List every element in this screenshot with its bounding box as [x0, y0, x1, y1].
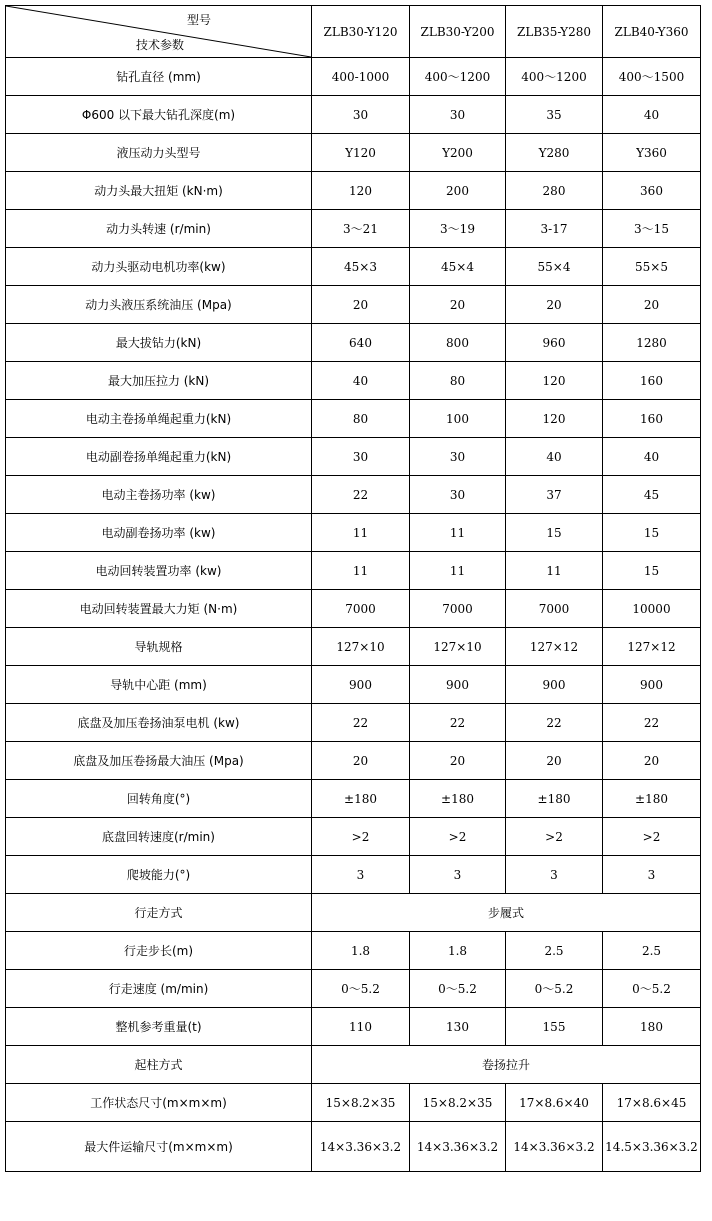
value-cell: 127×10 — [410, 628, 506, 666]
header-model-label: 型号 — [186, 13, 211, 27]
value-cell: 30 — [410, 476, 506, 514]
header-params-label: 技术参数 — [136, 38, 185, 52]
table-row — [6, 1122, 701, 1172]
value-cell: 155 — [506, 1008, 603, 1046]
value-cell: 40 — [603, 438, 701, 476]
param-label-cell: 动力头转速 (r/min) — [6, 210, 312, 248]
value-cell: 120 — [312, 172, 410, 210]
value-cell: 11 — [506, 552, 603, 590]
value-cell: 3～21 — [312, 210, 410, 248]
value-cell: 80 — [410, 362, 506, 400]
table-row — [6, 818, 701, 856]
value-cell: 3 — [603, 856, 701, 894]
value-cell: 3～15 — [603, 210, 701, 248]
value-cell: 20 — [506, 742, 603, 780]
value-cell: 11 — [410, 552, 506, 590]
table-row — [6, 514, 701, 552]
value-cell: 3 — [410, 856, 506, 894]
value-cell: 100 — [410, 400, 506, 438]
value-cell: 55×5 — [603, 248, 701, 286]
table-row — [6, 400, 701, 438]
value-cell: 80 — [312, 400, 410, 438]
table-row — [6, 552, 701, 590]
param-label-cell: 动力头最大扭矩 (kN·m) — [6, 172, 312, 210]
value-cell: 45 — [603, 476, 701, 514]
value-cell: 2.5 — [506, 932, 603, 970]
value-cell: 7000 — [312, 590, 410, 628]
table-row — [6, 970, 701, 1008]
value-cell: 30 — [312, 96, 410, 134]
value-cell: 15 — [603, 514, 701, 552]
value-cell: 40 — [506, 438, 603, 476]
value-cell: Y120 — [312, 134, 410, 172]
value-cell: 20 — [410, 742, 506, 780]
spec-table-body — [6, 6, 701, 1172]
value-cell: 14×3.36×3.2 — [506, 1122, 603, 1172]
value-cell: >2 — [312, 818, 410, 856]
value-cell: 20 — [603, 742, 701, 780]
value-cell: 7000 — [410, 590, 506, 628]
value-cell: 55×4 — [506, 248, 603, 286]
value-cell: 400～1200 — [410, 58, 506, 96]
table-row — [6, 134, 701, 172]
value-cell: 120 — [506, 362, 603, 400]
value-cell: 180 — [603, 1008, 701, 1046]
value-cell: 35 — [506, 96, 603, 134]
value-cell: 1.8 — [410, 932, 506, 970]
value-cell: 14×3.36×3.2 — [410, 1122, 506, 1172]
table-row — [6, 362, 701, 400]
param-label-cell: 最大拔钻力(kN) — [6, 324, 312, 362]
value-cell: 3～19 — [410, 210, 506, 248]
table-row — [6, 590, 701, 628]
param-label-cell: 底盘及加压卷扬最大油压 (Mpa) — [6, 742, 312, 780]
value-cell: 20 — [410, 286, 506, 324]
value-cell: 30 — [410, 438, 506, 476]
value-cell: Y360 — [603, 134, 701, 172]
table-row — [6, 1084, 701, 1122]
value-cell: >2 — [506, 818, 603, 856]
param-label-cell: 电动副卷扬单绳起重力(kN) — [6, 438, 312, 476]
spec-table — [5, 5, 701, 1172]
table-row — [6, 780, 701, 818]
param-label-cell: 最大件运输尺寸(m×m×m) — [6, 1122, 312, 1172]
param-label-cell: 导轨中心距 (mm) — [6, 666, 312, 704]
value-cell: 45×4 — [410, 248, 506, 286]
table-row — [6, 324, 701, 362]
value-cell: 14.5×3.36×3.2 — [603, 1122, 701, 1172]
value-cell: 3 — [312, 856, 410, 894]
param-label-cell: 工作状态尺寸(m×m×m) — [6, 1084, 312, 1122]
value-cell: 800 — [410, 324, 506, 362]
param-label-cell: 导轨规格 — [6, 628, 312, 666]
value-cell: 15 — [506, 514, 603, 552]
value-cell: 22 — [312, 704, 410, 742]
value-cell: 400-1000 — [312, 58, 410, 96]
param-label-cell: 底盘及加压卷扬油泵电机 (kw) — [6, 704, 312, 742]
table-row — [6, 1008, 701, 1046]
value-cell: 45×3 — [312, 248, 410, 286]
param-label-cell: 动力头驱动电机功率(kw) — [6, 248, 312, 286]
value-cell: 127×12 — [603, 628, 701, 666]
value-cell: 0～5.2 — [506, 970, 603, 1008]
value-cell: 10000 — [603, 590, 701, 628]
value-cell: 120 — [506, 400, 603, 438]
value-cell: 22 — [603, 704, 701, 742]
model-header-cell: ZLB30-Y200 — [410, 6, 506, 58]
value-cell: 15×8.2×35 — [410, 1084, 506, 1122]
param-label-cell: 动力头液压系统油压 (Mpa) — [6, 286, 312, 324]
table-row — [6, 286, 701, 324]
param-label-cell: 底盘回转速度(r/min) — [6, 818, 312, 856]
merged-value-cell: 步履式 — [312, 894, 701, 932]
param-label-cell: 行走速度 (m/min) — [6, 970, 312, 1008]
table-row — [6, 210, 701, 248]
value-cell: 127×10 — [312, 628, 410, 666]
value-cell: 900 — [312, 666, 410, 704]
param-label-cell: 行走步长(m) — [6, 932, 312, 970]
param-label-cell: 电动回转装置最大力矩 (N·m) — [6, 590, 312, 628]
value-cell: 20 — [603, 286, 701, 324]
value-cell: 22 — [410, 704, 506, 742]
model-header-cell: ZLB40-Y360 — [603, 6, 701, 58]
value-cell: 900 — [410, 666, 506, 704]
value-cell: 11 — [312, 514, 410, 552]
table-row — [6, 248, 701, 286]
value-cell: >2 — [603, 818, 701, 856]
value-cell: 2.5 — [603, 932, 701, 970]
table-row — [6, 856, 701, 894]
value-cell: 22 — [506, 704, 603, 742]
value-cell: ±180 — [410, 780, 506, 818]
value-cell: 400～1200 — [506, 58, 603, 96]
value-cell: 280 — [506, 172, 603, 210]
table-row — [6, 438, 701, 476]
table-row — [6, 742, 701, 780]
value-cell: 11 — [410, 514, 506, 552]
value-cell: 127×12 — [506, 628, 603, 666]
value-cell: 20 — [312, 286, 410, 324]
value-cell: ±180 — [312, 780, 410, 818]
value-cell: 30 — [312, 438, 410, 476]
param-label-cell: 爬坡能力(°) — [6, 856, 312, 894]
value-cell: 15 — [603, 552, 701, 590]
merged-value-cell: 卷扬拉升 — [312, 1046, 701, 1084]
value-cell: 15×8.2×35 — [312, 1084, 410, 1122]
value-cell: 17×8.6×45 — [603, 1084, 701, 1122]
value-cell: 1280 — [603, 324, 701, 362]
header-corner-cell — [6, 6, 312, 58]
param-label-cell: Φ600 以下最大钻孔深度(m) — [6, 96, 312, 134]
table-row — [6, 1046, 701, 1084]
header-row — [6, 6, 701, 58]
table-row — [6, 628, 701, 666]
param-label-cell: 起柱方式 — [6, 1046, 312, 1084]
value-cell: 40 — [312, 362, 410, 400]
value-cell: 11 — [312, 552, 410, 590]
param-label-cell: 电动主卷扬单绳起重力(kN) — [6, 400, 312, 438]
value-cell: 960 — [506, 324, 603, 362]
value-cell: Y280 — [506, 134, 603, 172]
param-label-cell: 电动主卷扬功率 (kw) — [6, 476, 312, 514]
value-cell: Y200 — [410, 134, 506, 172]
param-label-cell: 液压动力头型号 — [6, 134, 312, 172]
model-header-cell: ZLB30-Y120 — [312, 6, 410, 58]
table-row — [6, 894, 701, 932]
value-cell: 400～1500 — [603, 58, 701, 96]
value-cell: 14×3.36×3.2 — [312, 1122, 410, 1172]
value-cell: 0～5.2 — [603, 970, 701, 1008]
table-row — [6, 172, 701, 210]
value-cell: 3 — [506, 856, 603, 894]
value-cell: 900 — [603, 666, 701, 704]
value-cell: 360 — [603, 172, 701, 210]
table-row — [6, 704, 701, 742]
value-cell: 20 — [312, 742, 410, 780]
table-row — [6, 666, 701, 704]
value-cell: 160 — [603, 362, 701, 400]
value-cell: 200 — [410, 172, 506, 210]
table-row — [6, 96, 701, 134]
value-cell: 7000 — [506, 590, 603, 628]
value-cell: 110 — [312, 1008, 410, 1046]
table-row — [6, 58, 701, 96]
value-cell: 0～5.2 — [410, 970, 506, 1008]
value-cell: 22 — [312, 476, 410, 514]
value-cell: 30 — [410, 96, 506, 134]
param-label-cell: 钻孔直径 (mm) — [6, 58, 312, 96]
model-header-cell: ZLB35-Y280 — [506, 6, 603, 58]
value-cell: 40 — [603, 96, 701, 134]
value-cell: 37 — [506, 476, 603, 514]
value-cell: 160 — [603, 400, 701, 438]
param-label-cell: 整机参考重量(t) — [6, 1008, 312, 1046]
param-label-cell: 最大加压拉力 (kN) — [6, 362, 312, 400]
param-label-cell: 回转角度(°) — [6, 780, 312, 818]
value-cell: 130 — [410, 1008, 506, 1046]
table-row — [6, 476, 701, 514]
value-cell: 20 — [506, 286, 603, 324]
value-cell: >2 — [410, 818, 506, 856]
param-label-cell: 行走方式 — [6, 894, 312, 932]
value-cell: ±180 — [603, 780, 701, 818]
value-cell: 1.8 — [312, 932, 410, 970]
value-cell: 17×8.6×40 — [506, 1084, 603, 1122]
value-cell: 640 — [312, 324, 410, 362]
table-row — [6, 932, 701, 970]
value-cell: 0～5.2 — [312, 970, 410, 1008]
param-label-cell: 电动回转装置功率 (kw) — [6, 552, 312, 590]
value-cell: 900 — [506, 666, 603, 704]
param-label-cell: 电动副卷扬功率 (kw) — [6, 514, 312, 552]
value-cell: 3-17 — [506, 210, 603, 248]
value-cell: ±180 — [506, 780, 603, 818]
